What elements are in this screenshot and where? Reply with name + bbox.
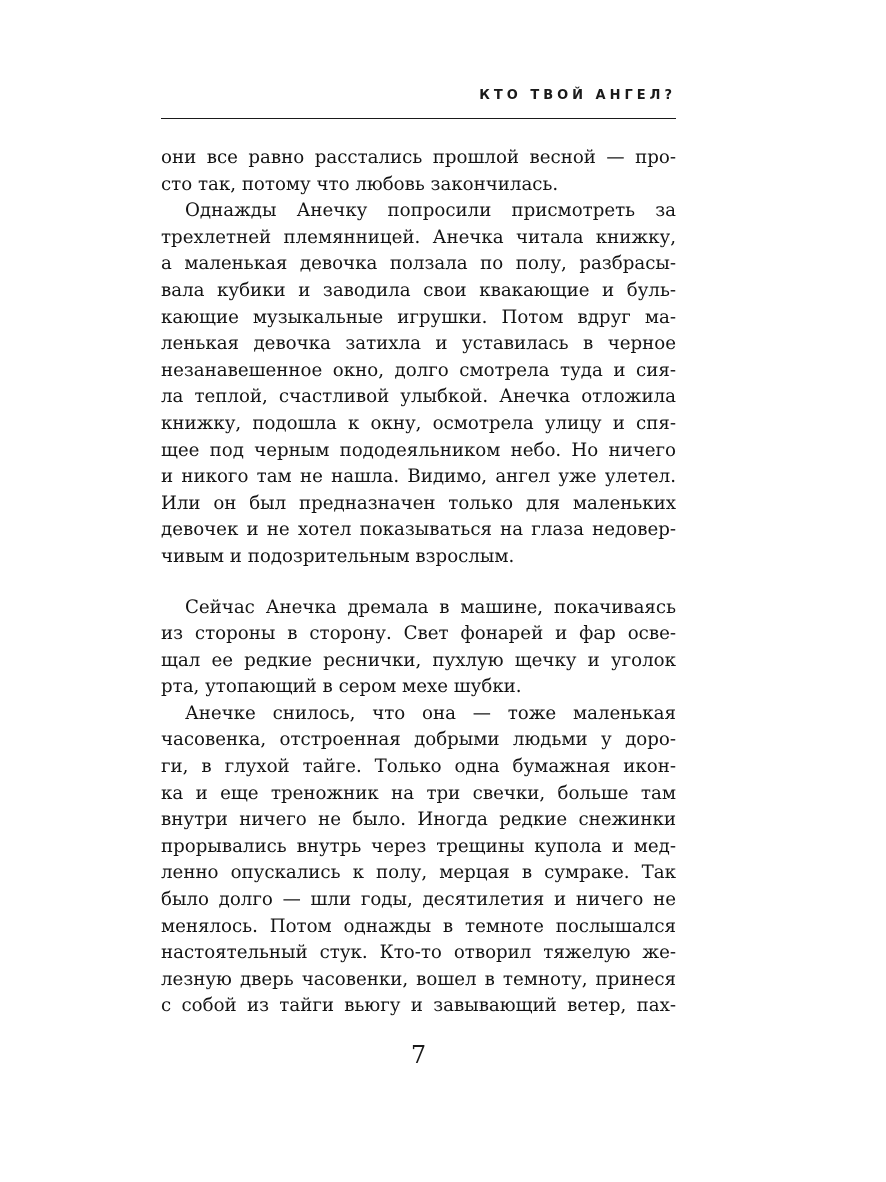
running-header: КТО ТВОЙ АНГЕЛ? [479,88,676,103]
text-line: щал ее редкие реснички, пухлую щечку и уголок [161,649,676,671]
header-rule [161,118,676,119]
text-line: из стороны в сторону. Свет фонарей и фар осве- [161,623,676,645]
text-line: часовенка, отстроенная добрыми людьми у доро- [161,729,676,751]
paragraph [161,595,676,701]
text-line: кающие музыкальные игрушки. Потом вдруг ма- [161,306,676,328]
text-line: ленькая девочка затихла и уставилась в черное [161,333,676,355]
section-break [161,571,676,595]
text-line: настоятельный стук. Кто-то отворил тяжелую же- [161,942,676,964]
page-number: 7 [410,1041,427,1069]
text-line: Однажды Анечку попросили присмотреть за [185,200,676,222]
text-line: Сейчас Анечка дремала в машине, покачиваясь [185,596,676,618]
text-line: а маленькая девочка ползала по полу, разбрасы- [161,253,676,275]
text-line: было долго — шли годы, десятилетия и ничего не [161,889,676,911]
text-line: с собой из тайги вьюгу и завывающий ветер, пах- [161,995,676,1017]
text-line: ла теплой, счастливой улыбкой. Анечка отложила [161,386,676,408]
text-line: и никого там не нашла. Видимо, ангел уже улетел. [161,466,676,488]
text-line: Или он был предназначен только для маленьких [161,492,676,514]
body-text [161,145,676,1020]
text-line: ка и еще треножник на три свечки, больше там [161,782,676,804]
text-line: вала кубики и заводила свои квакающие и буль- [161,279,676,301]
text-line: сто так, потому что любовь закончилась. [161,173,559,195]
text-line: незанавешенное окно, долго смотрела туда и сия- [161,359,676,381]
paragraph [161,198,676,570]
text-line: ги, в глухой тайге. Только одна бумажная икон- [161,756,676,778]
text-line: щее под черным пододеяльником небо. Но ничего [161,439,676,461]
text-line: рта, утопающий в сером мехе шубки. [161,676,522,698]
text-line: ленно опускались к полу, мерцая в сумраке. Так [161,862,676,884]
paragraph [161,701,676,1020]
text-line: лезную дверь часовенки, вошел в темноту, принеся [161,968,676,990]
text-line: девочек и не хотел показываться на глаза недовер- [161,519,676,541]
text-line: внутри ничего не было. Иногда редкие снежинки [161,809,676,831]
text-line: чивым и подозрительным взрослым. [161,545,515,567]
text-line: Анечке снилось, что она — тоже маленькая [185,702,676,724]
text-line: менялось. Потом однажды в темноте послышался [161,915,676,937]
text-line: трехлетней племянницей. Анечка читала книжку, [161,226,676,248]
text-line: книжку, подошла к окну, осмотрела улицу и спя- [161,412,676,434]
text-line: они все равно расстались прошлой весной — про- [161,147,676,168]
text-line: прорывались внутрь через трещины купола и мед- [161,835,676,857]
paragraph [161,145,676,198]
